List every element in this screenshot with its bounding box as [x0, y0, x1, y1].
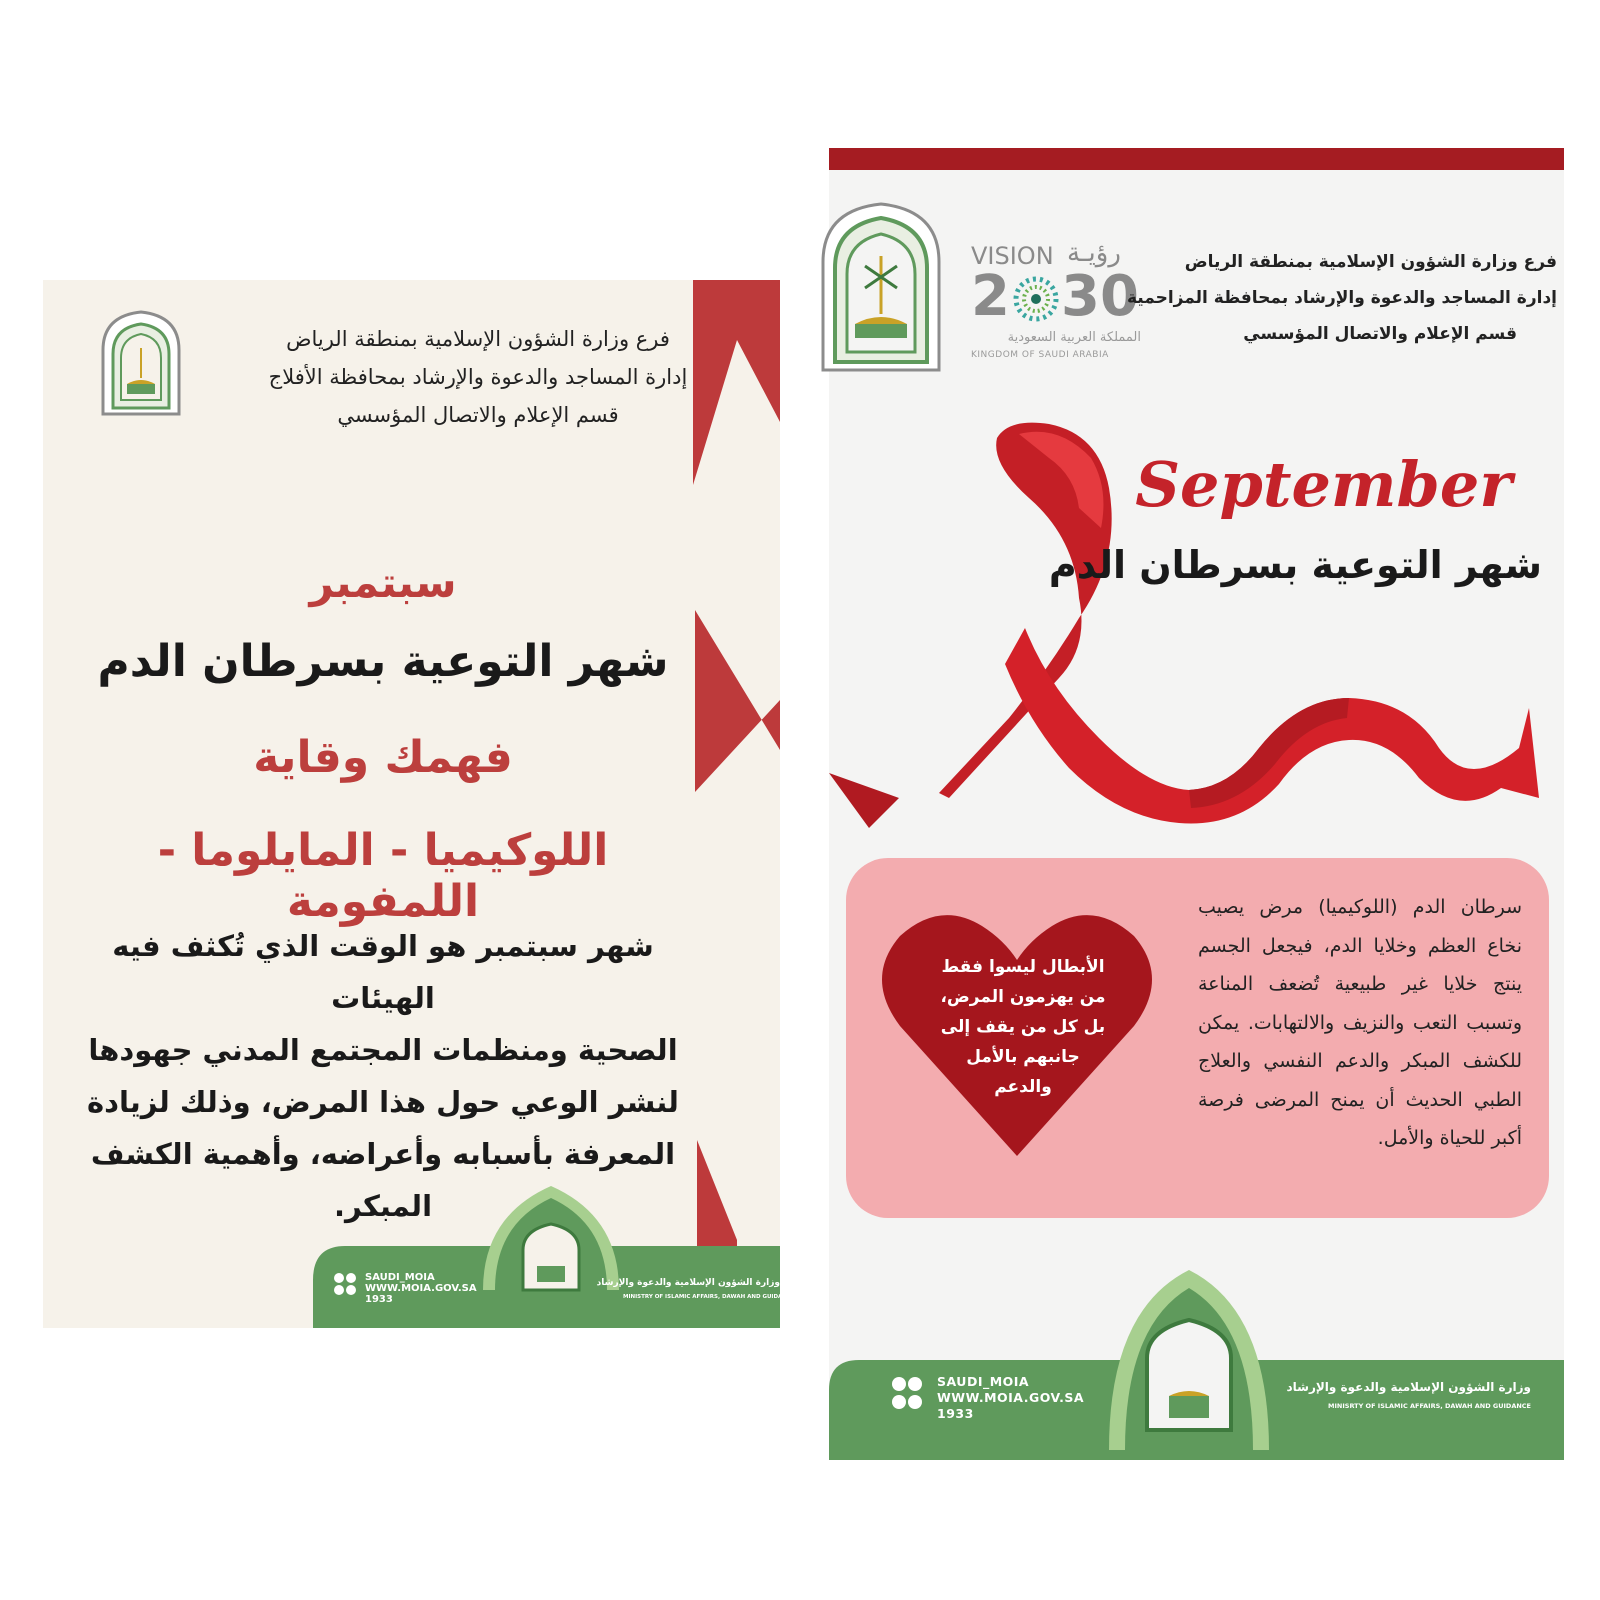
info-box	[846, 858, 1549, 1218]
left-body-line-1: شهر سبتمبر هو الوقت الذي تُكثف فيه الهيئات	[112, 929, 654, 1015]
ministry-emblem-icon	[99, 310, 183, 416]
left-header-line-1: فرع وزارة الشؤون الإسلامية بمنطقة الرياض	[286, 327, 670, 351]
right-footer-handle: SAUDI_MOIA	[937, 1374, 1030, 1389]
top-red-bar	[829, 148, 1564, 170]
left-footer-ministry-ar: وزارة الشؤون الإسلامية والدعوة والإرشاد	[596, 1278, 780, 1288]
vision-2030-logo	[971, 238, 1141, 362]
right-footer-ministry-en: MINISRTY OF ISLAMIC AFFAIRS, DAWAH AND GUIDANCE	[1328, 1402, 1531, 1410]
heart-line-5: والدعم	[994, 1077, 1052, 1097]
right-header-line-3: قسم الإعلام والاتصال المؤسسي	[1243, 324, 1517, 344]
left-footer-ministry-en: MINISTRY OF ISLAMIC AFFAIRS, DAWAH AND GUIDANCE	[623, 1294, 795, 1300]
right-footer-band	[829, 1250, 1564, 1460]
vision-year-30: 30	[1061, 264, 1139, 329]
left-footer-handle: SAUDI_MOIA	[365, 1272, 435, 1283]
left-header	[223, 320, 733, 434]
right-header-line-1: فرع وزارة الشؤون الإسلامية بمنطقة الرياض	[1184, 252, 1557, 272]
right-header	[1126, 244, 1557, 352]
left-body-line-4: المعرفة بأسبابه وأعراضه، وأهمية الكشف	[90, 1137, 676, 1171]
left-poster	[43, 280, 795, 1328]
left-title-awareness: شهر التوعية بسرطان الدم	[97, 636, 669, 687]
left-header-line-2: إدارة المساجد والدعوة والإرشاد بمحافظة الأفلاج	[268, 365, 688, 389]
right-header-line-2: إدارة المساجد والدعوة والإرشاد بمحافظة المزاحمية	[1126, 288, 1557, 308]
heart-line-4: جانبهم بالأمل	[966, 1047, 1080, 1067]
vision-word-en: VISION	[971, 242, 1054, 270]
vision-kingdom-en: KINGDOM OF SAUDI ARABIA	[971, 350, 1109, 360]
month-title-en: September	[1135, 448, 1512, 521]
right-footer-ministry-ar: وزارة الشؤون الإسلامية والدعوة والإرشاد	[1286, 1380, 1531, 1394]
left-footer-website: WWW.MOIA.GOV.SA	[365, 1283, 477, 1294]
vision-word-ar: رؤيـة	[1067, 238, 1121, 268]
left-body-line-5: المبكر.	[333, 1189, 433, 1223]
left-body-line-3: لنشر الوعي حول هذا المرض، وذلك لزيادة	[87, 1085, 679, 1119]
left-footer-contacts	[365, 1272, 477, 1305]
left-title-month: سبتمبر	[309, 558, 457, 607]
left-footer-phone: 1933	[365, 1294, 393, 1305]
right-footer-phone: 1933	[937, 1406, 974, 1421]
left-title-understanding: فهمك وقاية	[253, 732, 513, 783]
vision-dots-icon	[1011, 272, 1061, 326]
heart-quote	[928, 952, 1118, 1102]
ministry-emblem-icon	[829, 202, 941, 372]
right-footer-contacts	[937, 1374, 1084, 1422]
right-footer-website: WWW.MOIA.GOV.SA	[937, 1390, 1085, 1405]
vision-kingdom-ar: المملكة العربية السعودية	[1007, 330, 1141, 345]
right-poster	[829, 148, 1564, 1460]
left-title-types: اللوكيميا - المايلوما - اللمفومة	[157, 825, 609, 927]
right-title-awareness: شهر التوعية بسرطان الدم	[1048, 543, 1542, 587]
info-paragraph: سرطان الدم (اللوكيميا) مرض يصيب نخاع العظم وخلايا الدم، فيجعل الجسم ينتج خلايا غير طبيعية تُضعف المناعة وتسبب التعب والنزيف والالتهابات. يمكن للكشف المبكر والدعم النفسي والعلاج الطبي الحديث أن يمنح المرضى فرصة أكبر للحياة والأمل.	[1198, 896, 1522, 1149]
heart-line-2: من يهزمون المرض،	[940, 987, 1106, 1007]
vision-year-2: 2	[971, 264, 1010, 329]
left-header-line-3: قسم الإعلام والاتصال المؤسسي	[337, 403, 619, 427]
heart-line-3: بل كل من يقف إلى	[940, 1017, 1106, 1037]
heart-line-1: الأبطال ليسوا فقط	[941, 957, 1105, 977]
left-body-line-2: الصحية ومنظمات المجتمع المدني جهودها	[88, 1033, 678, 1067]
